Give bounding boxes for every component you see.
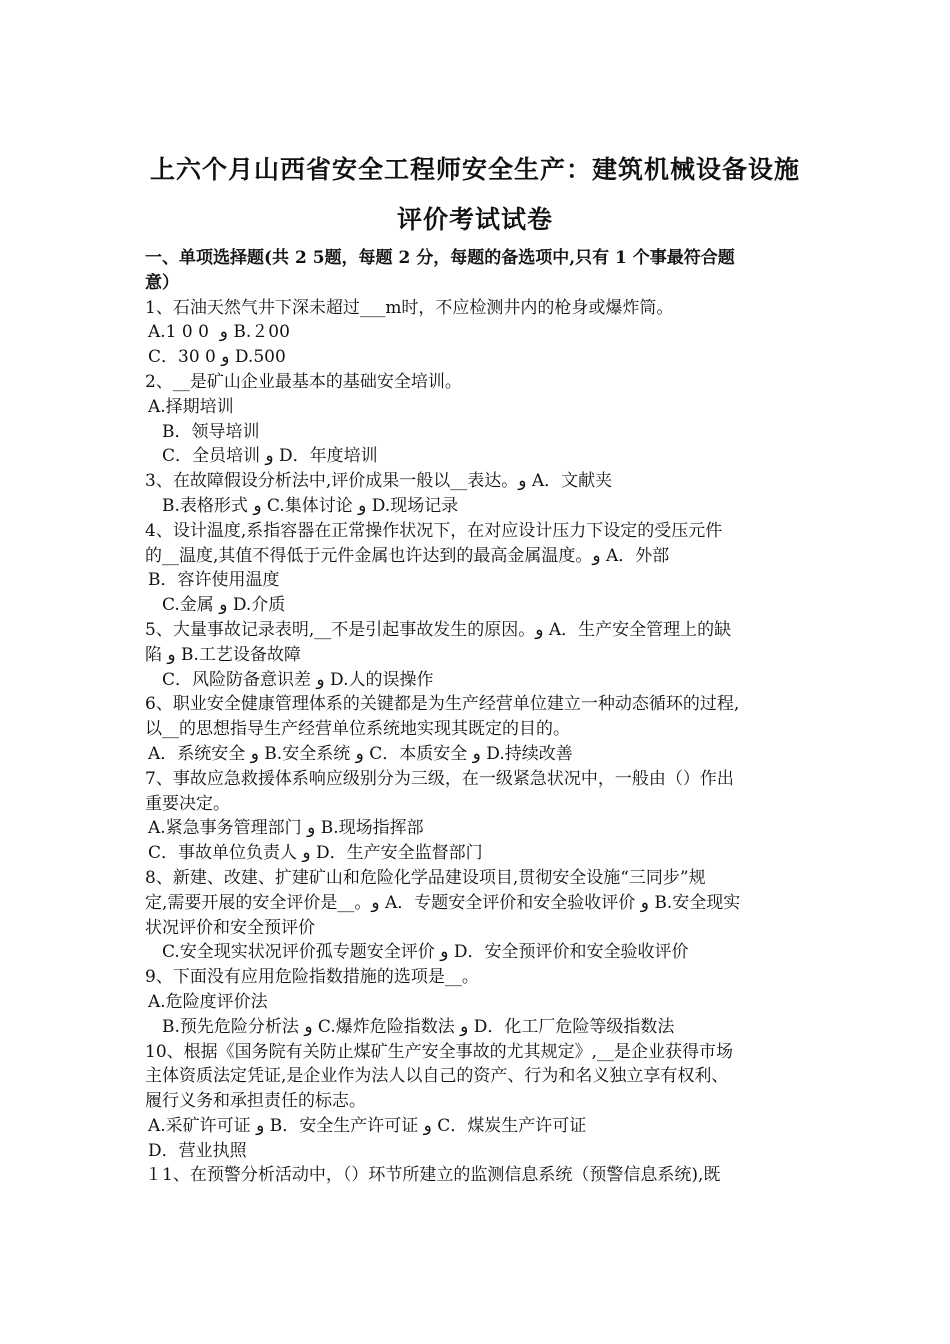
- section-heading-line: 一、单项选择题(共 2 5题，每题 2 分，每题的备选项中,只有 1 个事最符合题: [145, 248, 735, 268]
- text-line: 以__的思想指导生产经营单位系统地实现其既定的目的。: [145, 719, 570, 740]
- text-line: B.表格形式 و C.集体讨论 و D.现场记录: [162, 495, 459, 516]
- text-line: A.择期培训: [148, 396, 234, 417]
- text-line: 10、根据《国务院有关防止煤矿生产安全事故的尤其规定》,__是企业获得市场: [145, 1041, 734, 1062]
- text-line: B．容许使用温度: [148, 570, 280, 591]
- text-line: 1、石油天然气井下深未超过___m时，不应检测井内的枪身或爆炸筒。: [145, 297, 674, 318]
- text-line: 8、新建、改建、扩建矿山和危险化学品建设项目,贯彻安全设施“三同步”规: [145, 867, 706, 888]
- text-line: 陷 و B.工艺设备故障: [145, 644, 301, 665]
- document-body: [145, 246, 813, 1188]
- text-line: A.紧急事务管理部门 و B.现场指挥部: [148, 818, 424, 839]
- text-line: D．营业执照: [148, 1140, 247, 1161]
- text-line: A.1 0 0 ⁠ و B.２00: [148, 322, 290, 343]
- text-line: 状况评价和安全预评价: [145, 917, 315, 938]
- text-line: 5、大量事故记录表明,__不是引起事故发生的原因。و A．生产安全管理上的缺: [145, 619, 732, 640]
- text-line: 主体资质法定凭证,是企业作为法人以自己的资产、行为和名义独立享有权利、: [145, 1066, 729, 1087]
- document-title-line1: 上六个月山西省安全工程师安全生产：建筑机械设备设施: [149, 155, 800, 184]
- text-line: C．事故单位负责人 و D．生产安全监督部门: [148, 843, 483, 864]
- text-line: A.危险度评价法: [148, 991, 268, 1012]
- text-line: 定,需要开展的安全评价是__。و A．专题安全评价和安全验收评价 و B.安全现实: [145, 892, 741, 913]
- text-line: 3、在故障假设分析法中,评价成果一般以__表达。و A．文献夹: [145, 471, 613, 492]
- document-title-line2: 评价考试试卷: [396, 205, 553, 234]
- text-line: 重要决定。: [145, 793, 230, 814]
- text-line: 的__温度,其值不得低于元件金属也许达到的最高金属温度。و A．外部: [145, 545, 670, 566]
- text-line: A．系统安全 و B.安全系统 و C．本质安全 و D.持续改善: [148, 743, 573, 764]
- text-line: 履行义务和承担责任的标志。: [145, 1091, 366, 1112]
- text-line: A.采矿许可证 و B．安全生产许可证 و C．煤炭生产许可证: [148, 1115, 587, 1136]
- text-line: C.金属 و D.介质: [162, 595, 286, 616]
- text-line: C．30 0 و D.500: [148, 347, 286, 368]
- text-line: B．领导培训: [162, 421, 260, 442]
- text-line: C．风险防备意识差 و D.人的误操作: [162, 669, 434, 690]
- text-line: 2、__是矿山企业最基本的基础安全培训。: [145, 371, 462, 392]
- section-heading-line: 意）: [145, 272, 179, 293]
- text-line: 7、事故应急救援体系响应级别分为三级，在一级紧急状况中，一般由（）作出: [145, 768, 734, 789]
- text-line: C．全员培训 و D．年度培训: [162, 446, 378, 467]
- text-line: 9、下面没有应用危险指数措施的选项是__。: [145, 967, 479, 988]
- text-line: C.安全现实状况评价孤专题安全评价 و D．安全预评价和安全验收评价: [162, 942, 689, 963]
- text-line: 6、职业安全健康管理体系的关键都是为生产经营单位建立一种动态循环的过程,: [145, 694, 740, 715]
- text-line: B.预先危险分析法 و C.爆炸危险指数法 و D．化工厂危险等级指数法: [162, 1016, 675, 1037]
- text-line: １1、在预警分析活动中，（）环节所建立的监测信息系统（预警信息系统),既: [145, 1165, 721, 1186]
- text-line: 4、设计温度,系指容器在正常操作状况下，在对应设计压力下设定的受压元件: [145, 520, 723, 541]
